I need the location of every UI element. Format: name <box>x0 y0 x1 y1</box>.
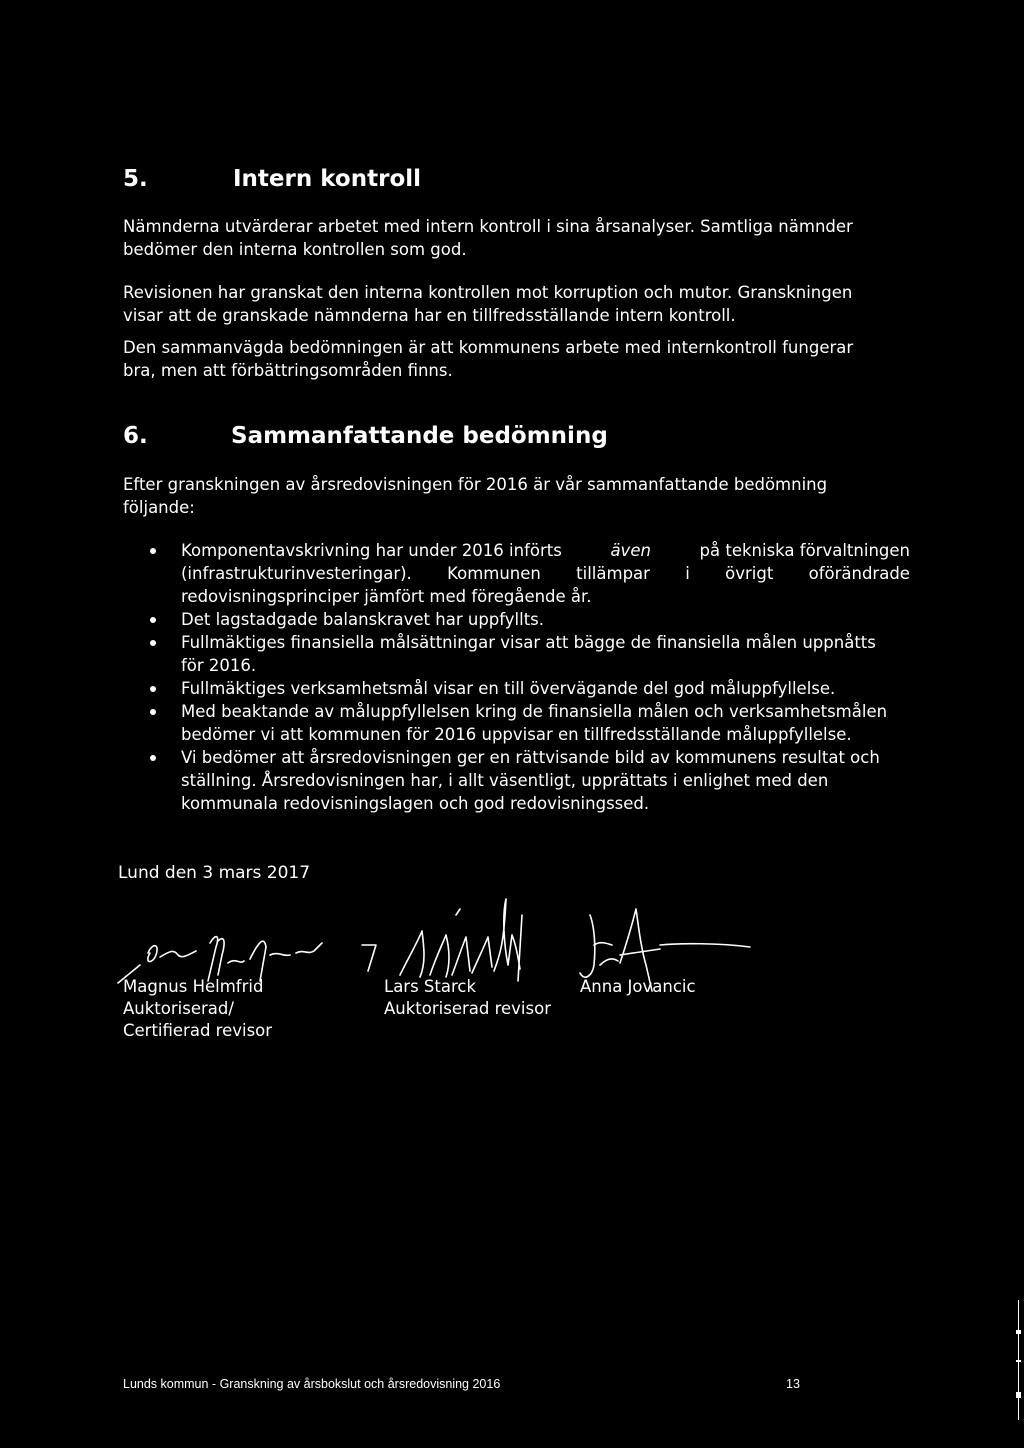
bullet-dot-icon <box>150 548 156 554</box>
text-line: Revisionen har granskat den interna kontrollen mot korruption och mutor. Granskningen <box>123 283 853 302</box>
text-line: Komponentavskrivning har under 2016 införts även på tekniska förvaltningen <box>181 541 910 560</box>
text-line: för 2016. <box>181 656 257 675</box>
bullet-dot-icon <box>150 755 156 761</box>
section-5-title: Intern kontroll <box>233 166 422 192</box>
text-line: bra, men att förbättringsområden finns. <box>123 361 453 380</box>
signer-title: Certifierad revisor <box>123 1021 273 1040</box>
text-line: Vi bedömer att årsredovisningen ger en rättvisande bild av kommunens resultat och <box>181 748 880 767</box>
section-6-intro <box>123 473 827 519</box>
text-line: Fullmäktiges finansiella målsättningar visar att bägge de finansiella målen uppnåtts <box>181 633 876 652</box>
text-line: Fullmäktiges verksamhetsmål visar en till övervägande del god måluppfyllelse. <box>181 679 836 698</box>
text-line: (infrastrukturinvesteringar). Kommunen tillämpar i övrigt oförändrade <box>181 564 910 583</box>
section-5-paragraph-1 <box>123 215 853 261</box>
signature-starck <box>400 899 522 981</box>
bullet-item <box>150 700 910 746</box>
section-5-number: 5. <box>123 166 148 192</box>
bullet-dot-icon <box>150 709 156 715</box>
text-line: redovisningsprinciper jämfört med föregående år. <box>181 587 592 606</box>
text-line: Det lagstadgade balanskravet har uppfyllts. <box>181 610 545 629</box>
signer-jovancic <box>580 976 696 998</box>
signer-title: Auktoriserad revisor <box>384 999 551 1018</box>
bullet-item <box>150 677 910 700</box>
bullet-item <box>150 631 910 677</box>
text-line: Nämnderna utvärderar arbetet med intern kontroll i sina årsanalyser. Samtliga nämnder <box>123 217 853 236</box>
section-5-paragraph-3 <box>123 336 853 382</box>
signer-title: Auktoriserad/ <box>123 999 234 1018</box>
page-number: 13 <box>786 1377 800 1391</box>
signer-name: Lars Starck <box>384 977 477 996</box>
section-5-paragraph-2 <box>123 281 852 327</box>
bullet-item <box>150 608 910 631</box>
text-line: Den sammanvägda bedömningen är att kommunens arbete med internkontroll fungerar <box>123 338 854 357</box>
text-line: ställning. Årsredovisningen har, i allt väsentligt, upprättats i enlighet med den <box>181 771 829 790</box>
text-line: Efter granskningen av årsredovisningen för 2016 är vår sammanfattande bedömning <box>123 475 828 494</box>
bullet-item <box>150 539 910 608</box>
scan-edge-marks <box>1016 1300 1022 1420</box>
text-line: följande: <box>123 498 195 517</box>
bullet-item <box>150 746 910 815</box>
signer-helmfrid <box>123 976 272 1042</box>
signer-name: Magnus Helmfrid <box>123 977 264 996</box>
text-line: bedömer den interna kontrollen som god. <box>123 240 467 259</box>
place-date: Lund den 3 mars 2017 <box>118 863 311 883</box>
signer-name: Anna Jovancic <box>580 977 696 996</box>
text-line: kommunala redovisningslagen och god redovisningssed. <box>181 794 650 813</box>
bullet-dot-icon <box>150 617 156 623</box>
footer-title: Lunds kommun - Granskning av årsbokslut och årsredovisning 2016 <box>123 1377 501 1391</box>
text-line: Med beaktande av måluppfyllelsen kring de finansiella målen och verksamhetsmålen <box>181 702 888 721</box>
text-line: visar att de granskade nämnderna har en tillfredsställande intern kontroll. <box>123 306 736 325</box>
bullet-dot-icon <box>150 686 156 692</box>
signer-starck <box>384 976 551 1020</box>
assessment-bullet-list <box>150 539 910 815</box>
bullet-dot-icon <box>150 640 156 646</box>
section-6-number: 6. <box>123 423 148 449</box>
section-6-title: Sammanfattande bedömning <box>231 423 608 449</box>
text-line: bedömer vi att kommunen för 2016 uppvisar en tillfredsställande måluppfyllelse. <box>181 725 852 744</box>
